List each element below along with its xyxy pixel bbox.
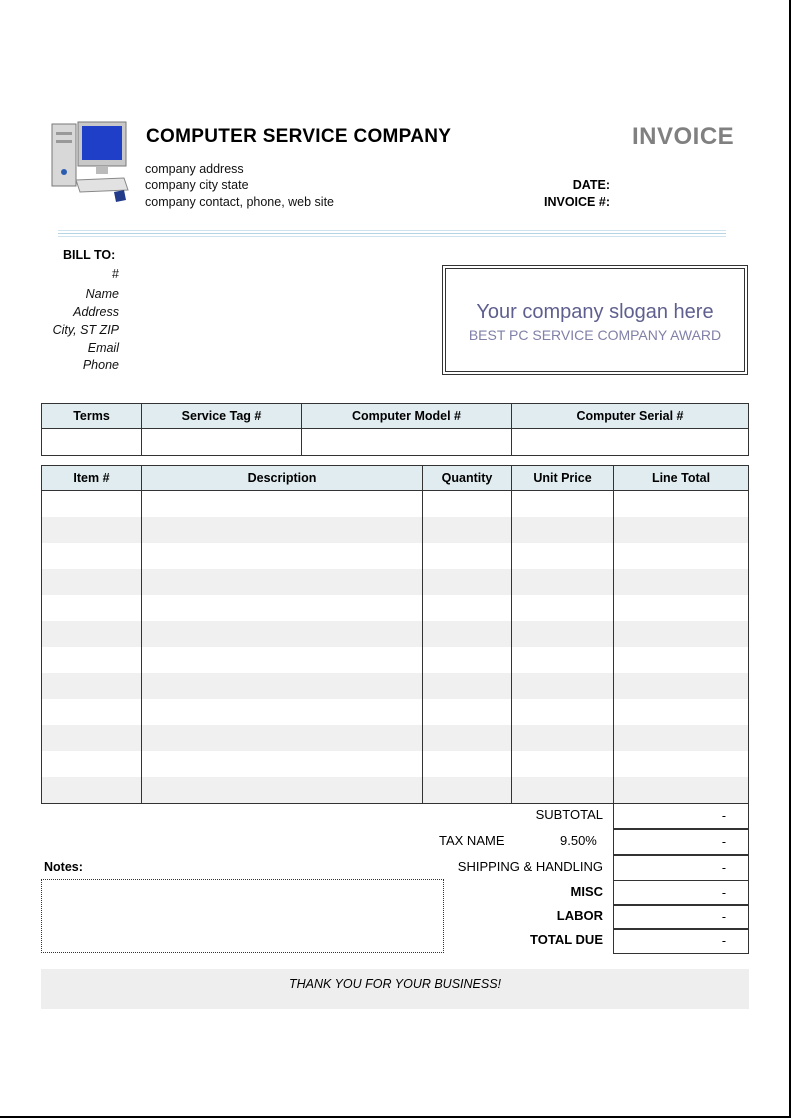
unit-price-cell[interactable] bbox=[512, 517, 614, 543]
quantity-cell[interactable] bbox=[423, 751, 512, 777]
quantity-cell[interactable] bbox=[423, 699, 512, 725]
line-total-cell[interactable] bbox=[614, 595, 749, 621]
line-item-row bbox=[42, 595, 749, 621]
description-cell[interactable] bbox=[142, 491, 423, 518]
subtotal-value: - bbox=[721, 809, 726, 823]
description-cell[interactable] bbox=[142, 751, 423, 777]
labor-value-box[interactable] bbox=[613, 904, 749, 930]
line-item-row bbox=[42, 491, 749, 518]
line-total-cell[interactable] bbox=[614, 543, 749, 569]
line-item-row bbox=[42, 777, 749, 804]
company-name: COMPUTER SERVICE COMPANY bbox=[146, 126, 452, 147]
quantity-header: Quantity bbox=[423, 466, 512, 491]
unit-price-header: Unit Price bbox=[512, 466, 614, 491]
unit-price-cell[interactable] bbox=[512, 543, 614, 569]
bill-to-label: BILL TO: bbox=[63, 248, 116, 262]
item-number-cell[interactable] bbox=[42, 621, 142, 647]
description-cell[interactable] bbox=[142, 699, 423, 725]
quantity-cell[interactable] bbox=[423, 647, 512, 673]
labor-value: - bbox=[721, 910, 726, 924]
computer-model-header: Computer Model # bbox=[302, 404, 512, 429]
misc-value-box[interactable] bbox=[613, 880, 749, 906]
tax-value-box[interactable] bbox=[613, 829, 749, 855]
quantity-cell[interactable] bbox=[423, 725, 512, 751]
tax-label: TAX NAME bbox=[439, 833, 505, 848]
line-item-row bbox=[42, 725, 749, 751]
header-divider bbox=[58, 230, 726, 231]
description-cell[interactable] bbox=[142, 517, 423, 543]
company-city-state: company city state bbox=[145, 178, 249, 192]
unit-price-cell[interactable] bbox=[512, 647, 614, 673]
quantity-cell[interactable] bbox=[423, 543, 512, 569]
thank-you-text: THANK YOU FOR YOUR BUSINESS! bbox=[288, 977, 502, 991]
unit-price-cell[interactable] bbox=[512, 595, 614, 621]
date-label: DATE: bbox=[572, 178, 610, 192]
tax-rate: 9.50% bbox=[560, 833, 597, 848]
shipping-label: SHIPPING & HANDLING bbox=[457, 859, 603, 874]
quantity-cell[interactable] bbox=[423, 777, 512, 804]
quantity-cell[interactable] bbox=[423, 491, 512, 518]
item-number-cell[interactable] bbox=[42, 725, 142, 751]
total-due-label: TOTAL DUE bbox=[530, 932, 603, 947]
unit-price-cell[interactable] bbox=[512, 621, 614, 647]
notes-field[interactable] bbox=[41, 879, 444, 953]
bill-to-number: # bbox=[112, 267, 119, 281]
line-item-row bbox=[42, 621, 749, 647]
line-total-cell[interactable] bbox=[614, 647, 749, 673]
header-divider-2 bbox=[58, 233, 726, 234]
bill-to-email: Email bbox=[87, 341, 119, 355]
line-total-cell[interactable] bbox=[614, 699, 749, 725]
line-total-cell[interactable] bbox=[614, 517, 749, 543]
computer-model-cell[interactable] bbox=[302, 429, 512, 456]
invoice-title: INVOICE bbox=[632, 123, 735, 150]
item-number-cell[interactable] bbox=[42, 699, 142, 725]
unit-price-cell[interactable] bbox=[512, 777, 614, 804]
unit-price-cell[interactable] bbox=[512, 673, 614, 699]
description-cell[interactable] bbox=[142, 569, 423, 595]
quantity-cell[interactable] bbox=[423, 595, 512, 621]
invoice-number-label: INVOICE #: bbox=[544, 195, 610, 209]
item-number-cell[interactable] bbox=[42, 491, 142, 518]
description-cell[interactable] bbox=[142, 725, 423, 751]
item-number-cell[interactable] bbox=[42, 673, 142, 699]
line-item-row bbox=[42, 751, 749, 777]
item-number-cell[interactable] bbox=[42, 595, 142, 621]
computer-serial-header: Computer Serial # bbox=[512, 404, 749, 429]
computer-icon bbox=[50, 120, 130, 204]
bill-to-name: Name bbox=[85, 287, 119, 301]
item-number-cell[interactable] bbox=[42, 569, 142, 595]
shipping-value: - bbox=[721, 861, 726, 875]
description-cell[interactable] bbox=[142, 595, 423, 621]
subtotal-value-box[interactable] bbox=[613, 803, 749, 829]
slogan-box bbox=[442, 265, 748, 375]
line-total-cell[interactable] bbox=[614, 569, 749, 595]
bill-to-city: City, ST ZIP bbox=[52, 323, 119, 337]
unit-price-cell[interactable] bbox=[512, 569, 614, 595]
terms-cell[interactable] bbox=[42, 429, 142, 456]
service-tag-header: Service Tag # bbox=[142, 404, 302, 429]
unit-price-cell[interactable] bbox=[512, 751, 614, 777]
unit-price-cell[interactable] bbox=[512, 725, 614, 751]
bill-to-address: Address bbox=[73, 305, 119, 319]
description-cell[interactable] bbox=[142, 673, 423, 699]
total-due-value-box[interactable] bbox=[613, 928, 749, 954]
line-total-cell[interactable] bbox=[614, 621, 749, 647]
service-tag-cell[interactable] bbox=[142, 429, 302, 456]
description-cell[interactable] bbox=[142, 777, 423, 804]
quantity-cell[interactable] bbox=[423, 569, 512, 595]
line-total-cell[interactable] bbox=[614, 751, 749, 777]
description-cell[interactable] bbox=[142, 621, 423, 647]
line-item-row bbox=[42, 699, 749, 725]
misc-value: - bbox=[721, 886, 726, 900]
line-item-row bbox=[42, 647, 749, 673]
quantity-cell[interactable] bbox=[423, 621, 512, 647]
line-total-cell[interactable] bbox=[614, 725, 749, 751]
description-cell[interactable] bbox=[142, 543, 423, 569]
line-total-cell[interactable] bbox=[614, 673, 749, 699]
item-number-cell[interactable] bbox=[42, 777, 142, 804]
slogan-text: Your company slogan here bbox=[476, 301, 714, 323]
header-divider-3 bbox=[58, 236, 726, 237]
item-number-header: Item # bbox=[42, 466, 142, 491]
item-number-cell[interactable] bbox=[42, 543, 142, 569]
description-cell[interactable] bbox=[142, 647, 423, 673]
unit-price-cell[interactable] bbox=[512, 491, 614, 518]
company-address: company address bbox=[145, 162, 244, 176]
item-number-cell[interactable] bbox=[42, 751, 142, 777]
line-total-cell[interactable] bbox=[614, 491, 749, 518]
line-total-cell[interactable] bbox=[614, 777, 749, 804]
item-number-cell[interactable] bbox=[42, 647, 142, 673]
description-header: Description bbox=[142, 466, 423, 491]
tax-value: - bbox=[721, 835, 726, 849]
company-contact: company contact, phone, web site bbox=[145, 195, 335, 209]
line-items-table bbox=[41, 465, 749, 804]
terms-header: Terms bbox=[42, 404, 142, 429]
bill-to-phone: Phone bbox=[82, 358, 119, 372]
line-item-row bbox=[42, 543, 749, 569]
total-due-value: - bbox=[721, 934, 726, 948]
line-item-row bbox=[42, 673, 749, 699]
quantity-cell[interactable] bbox=[423, 517, 512, 543]
subtotal-label: SUBTOTAL bbox=[535, 807, 603, 822]
service-info-table bbox=[41, 403, 749, 456]
line-item-row bbox=[42, 569, 749, 595]
misc-label: MISC bbox=[570, 884, 603, 899]
labor-label: LABOR bbox=[556, 908, 603, 923]
computer-serial-cell[interactable] bbox=[512, 429, 749, 456]
line-item-row bbox=[42, 517, 749, 543]
thank-you-banner bbox=[41, 969, 749, 1009]
unit-price-cell[interactable] bbox=[512, 699, 614, 725]
shipping-value-box[interactable] bbox=[613, 855, 749, 881]
quantity-cell[interactable] bbox=[423, 673, 512, 699]
line-total-header: Line Total bbox=[614, 466, 749, 491]
slogan-award: BEST PC SERVICE COMPANY AWARD bbox=[468, 327, 722, 343]
notes-label: Notes: bbox=[44, 860, 83, 874]
item-number-cell[interactable] bbox=[42, 517, 142, 543]
